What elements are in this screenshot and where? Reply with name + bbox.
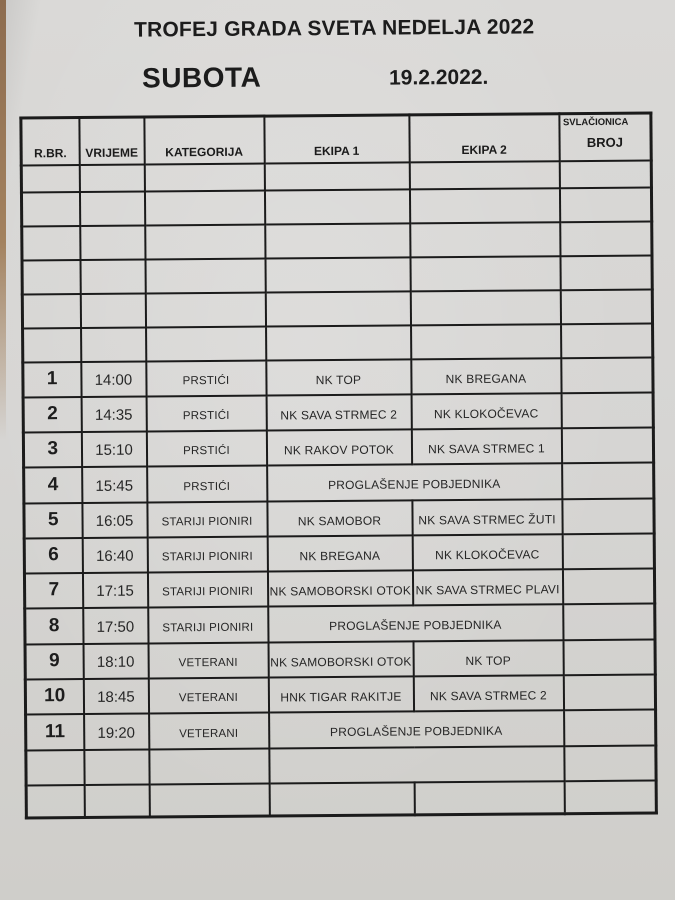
header-ekipa2: EKIPA 2 — [409, 114, 559, 162]
empty-row — [22, 289, 652, 328]
cell-rbr: 6 — [24, 538, 82, 573]
cell-svlacionica — [562, 462, 654, 499]
cell-svlacionica — [561, 392, 653, 428]
cell-ekipa1: NK SAMOBORSKI OTOK — [268, 641, 413, 677]
cell-ekipa2: NK KLOKOČEVAC — [412, 534, 562, 570]
cell-ekipa2: NK SAVA STRMEC 1 — [411, 428, 561, 464]
empty-cell — [144, 163, 264, 191]
empty-cell — [21, 192, 79, 226]
empty-row — [22, 221, 652, 260]
cell-vrijeme: 15:10 — [81, 431, 146, 467]
empty-cell — [410, 290, 560, 325]
empty-cell — [149, 783, 269, 817]
cell-kategorija: STARIJI PIONIRI — [147, 536, 267, 572]
cell-kategorija: PRSTIĆI — [146, 360, 266, 396]
cell-vrijeme: 18:45 — [83, 678, 148, 714]
empty-cell — [21, 165, 79, 192]
empty-row — [23, 323, 653, 362]
header-ekipa1: EKIPA 1 — [264, 115, 409, 163]
empty-cell — [559, 160, 651, 188]
empty-cell — [26, 750, 84, 785]
announcement-row — [24, 462, 654, 503]
cell-kategorija: PRSTIĆI — [146, 395, 266, 431]
empty-row — [26, 780, 656, 818]
empty-cell — [22, 294, 80, 328]
cell-vrijeme: 17:15 — [82, 572, 147, 608]
cell-svlacionica — [562, 533, 654, 569]
cell-kategorija: STARIJI PIONIRI — [147, 501, 267, 537]
cell-rbr: 7 — [24, 573, 82, 608]
header-vrijeme: VRIJEME — [79, 117, 144, 165]
cell-vrijeme: 16:40 — [82, 537, 147, 573]
cell-svlacionica — [563, 674, 655, 710]
cell-svlacionica — [562, 498, 654, 534]
cell-vrijeme: 14:35 — [81, 396, 146, 432]
cell-svlacionica — [563, 639, 655, 675]
cell-ekipa2: NK SAVA STRMEC ŽUTI — [412, 499, 562, 535]
cell-ekipa1: NK BREGANA — [267, 535, 412, 571]
subheader — [0, 58, 672, 97]
cell-svlacionica — [562, 568, 654, 604]
header-kategorija: KATEGORIJA — [144, 116, 264, 164]
empty-cell — [145, 292, 265, 327]
cell-kategorija: PRSTIĆI — [147, 465, 267, 502]
empty-cell — [414, 781, 564, 815]
cell-vrijeme: 17:50 — [83, 607, 148, 644]
match-row — [23, 357, 653, 397]
empty-row — [22, 255, 652, 294]
cell-rbr: 8 — [25, 608, 83, 644]
table-header-row — [21, 113, 651, 165]
cell-ekipa1: HNK TIGAR RAKITJE — [268, 676, 413, 712]
empty-cell — [26, 785, 84, 818]
cell-ekipa1: NK TOP — [266, 359, 411, 395]
cell-rbr: 9 — [25, 644, 83, 679]
header-svlacionica-line1: SVLAČIONICA — [562, 116, 629, 129]
cell-vrijeme: 14:00 — [81, 361, 146, 397]
cell-kategorija: VETERANI — [149, 712, 269, 749]
empty-cell — [145, 224, 265, 259]
page-title: TROFEJ GRADA SVETA NEDELJA 2022 — [133, 15, 535, 42]
header-svlacionica — [559, 113, 651, 161]
cell-ekipa1: NK SAMOBORSKI OTOK — [267, 570, 412, 606]
cell-ekipa1: NK RAKOV POTOK — [266, 429, 411, 465]
empty-cell — [410, 222, 560, 257]
empty-cell — [144, 190, 264, 225]
empty-cell — [561, 323, 653, 358]
empty-cell — [411, 324, 561, 359]
empty-cell — [564, 780, 656, 814]
match-row — [23, 427, 653, 467]
cell-rbr: 11 — [26, 714, 84, 750]
empty-merged-cell — [269, 746, 564, 783]
cell-rbr: 5 — [24, 503, 82, 538]
empty-cell — [80, 225, 145, 260]
empty-cell — [146, 326, 266, 361]
match-row — [24, 533, 654, 573]
cell-rbr: 1 — [23, 362, 81, 397]
empty-cell — [80, 259, 145, 294]
cell-kategorija: VETERANI — [148, 642, 268, 678]
cell-rbr: 10 — [25, 679, 83, 714]
empty-cell — [560, 221, 652, 256]
announcement-row — [26, 709, 656, 750]
header-svlacionica-line2: BROJ — [586, 134, 623, 151]
empty-cell — [79, 191, 144, 226]
cell-announcement: PROGLAŠENJE POBJEDNIKA — [268, 604, 563, 642]
cell-svlacionica — [563, 603, 655, 640]
empty-cell — [559, 187, 651, 222]
day-label: SUBOTA — [141, 61, 262, 94]
empty-cell — [269, 782, 414, 816]
empty-cell — [265, 223, 410, 258]
cell-ekipa1: NK SAMOBOR — [267, 500, 412, 536]
match-row — [23, 392, 653, 432]
empty-cell — [84, 784, 149, 818]
empty-cell — [560, 255, 652, 290]
cell-vrijeme: 16:05 — [82, 502, 147, 538]
cell-ekipa2: NK SAVA STRMEC 2 — [413, 675, 563, 711]
cell-svlacionica — [564, 709, 656, 746]
empty-cell — [409, 188, 559, 223]
cell-ekipa2: NK BREGANA — [411, 358, 561, 394]
match-row — [25, 639, 655, 679]
cell-ekipa2: NK TOP — [413, 640, 563, 676]
cell-vrijeme: 19:20 — [84, 713, 149, 750]
cell-vrijeme: 15:45 — [82, 466, 147, 503]
match-row — [24, 498, 654, 538]
cell-ekipa2: NK SAVA STRMEC PLAVI — [412, 569, 562, 605]
empty-cell — [264, 162, 409, 190]
cell-rbr: 4 — [24, 467, 82, 503]
empty-cell — [564, 745, 656, 781]
cell-ekipa2: NK KLOKOČEVAC — [411, 393, 561, 429]
empty-cell — [409, 161, 559, 189]
date-label: 19.2.2022. — [388, 65, 489, 90]
empty-cell — [84, 749, 149, 785]
cell-kategorija: VETERANI — [148, 677, 268, 713]
empty-cell — [80, 293, 145, 328]
cell-kategorija: PRSTIĆI — [146, 430, 266, 466]
schedule-table-body — [21, 160, 656, 818]
cell-vrijeme: 18:10 — [83, 643, 148, 679]
empty-cell — [264, 189, 409, 224]
cell-rbr: 2 — [23, 397, 81, 432]
cell-svlacionica — [561, 357, 653, 393]
empty-cell — [266, 325, 411, 360]
empty-cell — [149, 748, 269, 784]
cell-ekipa1: NK SAVA STRMEC 2 — [266, 394, 411, 430]
cell-rbr: 3 — [23, 432, 81, 467]
empty-cell — [22, 226, 80, 260]
cell-kategorija: STARIJI PIONIRI — [148, 606, 268, 643]
empty-row — [21, 187, 651, 226]
empty-cell — [79, 164, 144, 192]
cell-svlacionica — [561, 427, 653, 463]
empty-cell — [410, 256, 560, 291]
cell-kategorija: STARIJI PIONIRI — [147, 571, 267, 607]
match-row — [24, 568, 654, 608]
header-rbr: R.BR. — [21, 118, 79, 165]
empty-cell — [265, 291, 410, 326]
empty-cell — [23, 328, 81, 362]
empty-cell — [22, 260, 80, 294]
schedule-table — [19, 112, 658, 820]
cell-announcement: PROGLAŠENJE POBJEDNIKA — [267, 463, 562, 501]
cell-announcement: PROGLAŠENJE POBJEDNIKA — [269, 710, 564, 748]
empty-cell — [81, 327, 146, 362]
empty-cell — [145, 258, 265, 293]
announcement-row — [25, 603, 655, 644]
match-row — [25, 674, 655, 714]
empty-cell — [560, 289, 652, 324]
empty-cell — [265, 257, 410, 292]
empty-row — [26, 745, 656, 785]
